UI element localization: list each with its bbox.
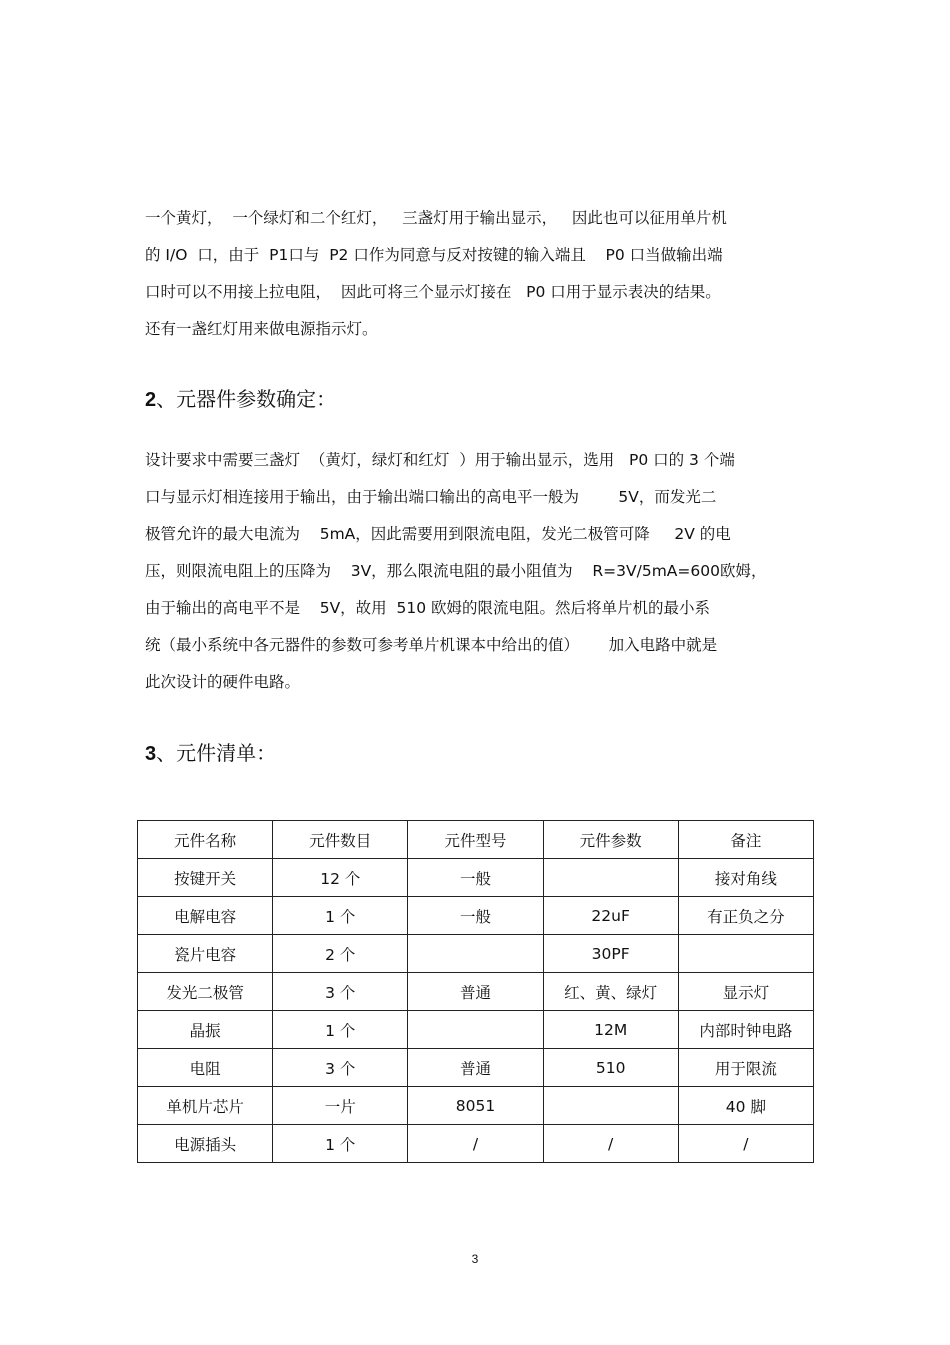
table-cell: / (678, 1125, 813, 1163)
column-header: 元件名称 (138, 821, 273, 859)
table-cell: 普通 (408, 1049, 543, 1087)
table-row (138, 1049, 814, 1087)
section-title: 、元器件参数确定： (156, 387, 337, 411)
table-cell: 显示灯 (678, 973, 813, 1011)
table-cell: 普通 (408, 973, 543, 1011)
text-line: 口与显示灯相连接用于输出，由于输出端口输出的高电平一般为 5V，而发光二 (145, 488, 717, 506)
table-cell: 2 个 (273, 935, 408, 973)
column-header: 元件数目 (273, 821, 408, 859)
table-cell: 22uF (543, 897, 678, 935)
table-row (138, 1011, 814, 1049)
table-cell: 单机片芯片 (138, 1087, 273, 1125)
table-cell: 40 脚 (678, 1087, 813, 1125)
table-cell: 有正负之分 (678, 897, 813, 935)
text-line: 统（最小系统中各元器件的参数可参考单片机课本中给出的值） 加入电路中就是 (145, 636, 718, 654)
table-row (138, 1087, 814, 1125)
table-cell: 1 个 (273, 1125, 408, 1163)
section-number: 3 (145, 743, 157, 765)
table-cell: 12M (543, 1011, 678, 1049)
text-line: 设计要求中需要三盏灯 （黄灯，绿灯和红灯 ）用于输出显示，选用 P0 口的 3 个端 (145, 451, 735, 469)
table-header-row (138, 821, 814, 859)
table-row (138, 973, 814, 1011)
table-cell: 1 个 (273, 897, 408, 935)
column-header: 备注 (678, 821, 813, 859)
table-cell: 一般 (408, 859, 543, 897)
table-cell: 3 个 (273, 1049, 408, 1087)
table-row (138, 897, 814, 935)
table-cell: 一般 (408, 897, 543, 935)
table-cell: 按键开关 (138, 859, 273, 897)
section-number: 2 (145, 389, 157, 411)
table-cell: 红、黄、绿灯 (543, 973, 678, 1011)
component-list-table (137, 820, 814, 1163)
table-cell: 发光二极管 (138, 973, 273, 1011)
table-row (138, 935, 814, 973)
table-cell: 接对角线 (678, 859, 813, 897)
table-cell: 晶振 (138, 1011, 273, 1049)
table-cell (543, 1087, 678, 1125)
text-line: 极管允许的最大电流为 5mA，因此需要用到限流电阻，发光二极管可降 2V 的电 (145, 525, 731, 543)
text-line: 由于输出的高电平不是 5V，故用 510 欧姆的限流电阻。然后将单片机的最小系 (145, 599, 711, 617)
text-line: 一个黄灯， 一个绿灯和二个红灯， 三盏灯用于输出显示， 因此也可以征用单片机 (145, 209, 727, 227)
table-cell (678, 935, 813, 973)
intro-paragraph (145, 200, 810, 348)
table-cell: 1 个 (273, 1011, 408, 1049)
table-cell: / (543, 1125, 678, 1163)
section-heading-parameters (145, 384, 336, 415)
column-header: 元件参数 (543, 821, 678, 859)
table-cell: / (408, 1125, 543, 1163)
table-cell: 一片 (273, 1087, 408, 1125)
text-line: 口时可以不用接上拉电阻， 因此可将三个显示灯接在 P0 口用于显示表决的结果。 (145, 283, 721, 301)
table-cell (543, 859, 678, 897)
parameters-paragraph (145, 442, 810, 701)
page-number: 3 (471, 1252, 479, 1266)
section-title: 、元件清单： (156, 741, 277, 765)
table-cell (408, 935, 543, 973)
table-cell (408, 1011, 543, 1049)
table-cell: 510 (543, 1049, 678, 1087)
table-cell: 30PF (543, 935, 678, 973)
table-cell: 3 个 (273, 973, 408, 1011)
table-row (138, 859, 814, 897)
table-cell: 瓷片电容 (138, 935, 273, 973)
table-cell: 电解电容 (138, 897, 273, 935)
section-heading-component-list (145, 738, 276, 769)
table-cell: 8051 (408, 1087, 543, 1125)
table-cell: 内部时钟电路 (678, 1011, 813, 1049)
text-line: 还有一盏红灯用来做电源指示灯。 (145, 320, 378, 338)
text-line: 的 I/O 口，由于 P1口与 P2 口作为同意与反对按键的输入端且 P0 口当做输出端 (145, 246, 723, 264)
table-row (138, 1125, 814, 1163)
column-header: 元件型号 (408, 821, 543, 859)
table-cell: 电阻 (138, 1049, 273, 1087)
table-cell: 电源插头 (138, 1125, 273, 1163)
table-cell: 12 个 (273, 859, 408, 897)
text-line: 压，则限流电阻上的压降为 3V，那么限流电阻的最小阻值为 R=3V/5mA=600欧姆， (145, 562, 767, 580)
text-line: 此次设计的硬件电路。 (145, 673, 301, 691)
table-cell: 用于限流 (678, 1049, 813, 1087)
